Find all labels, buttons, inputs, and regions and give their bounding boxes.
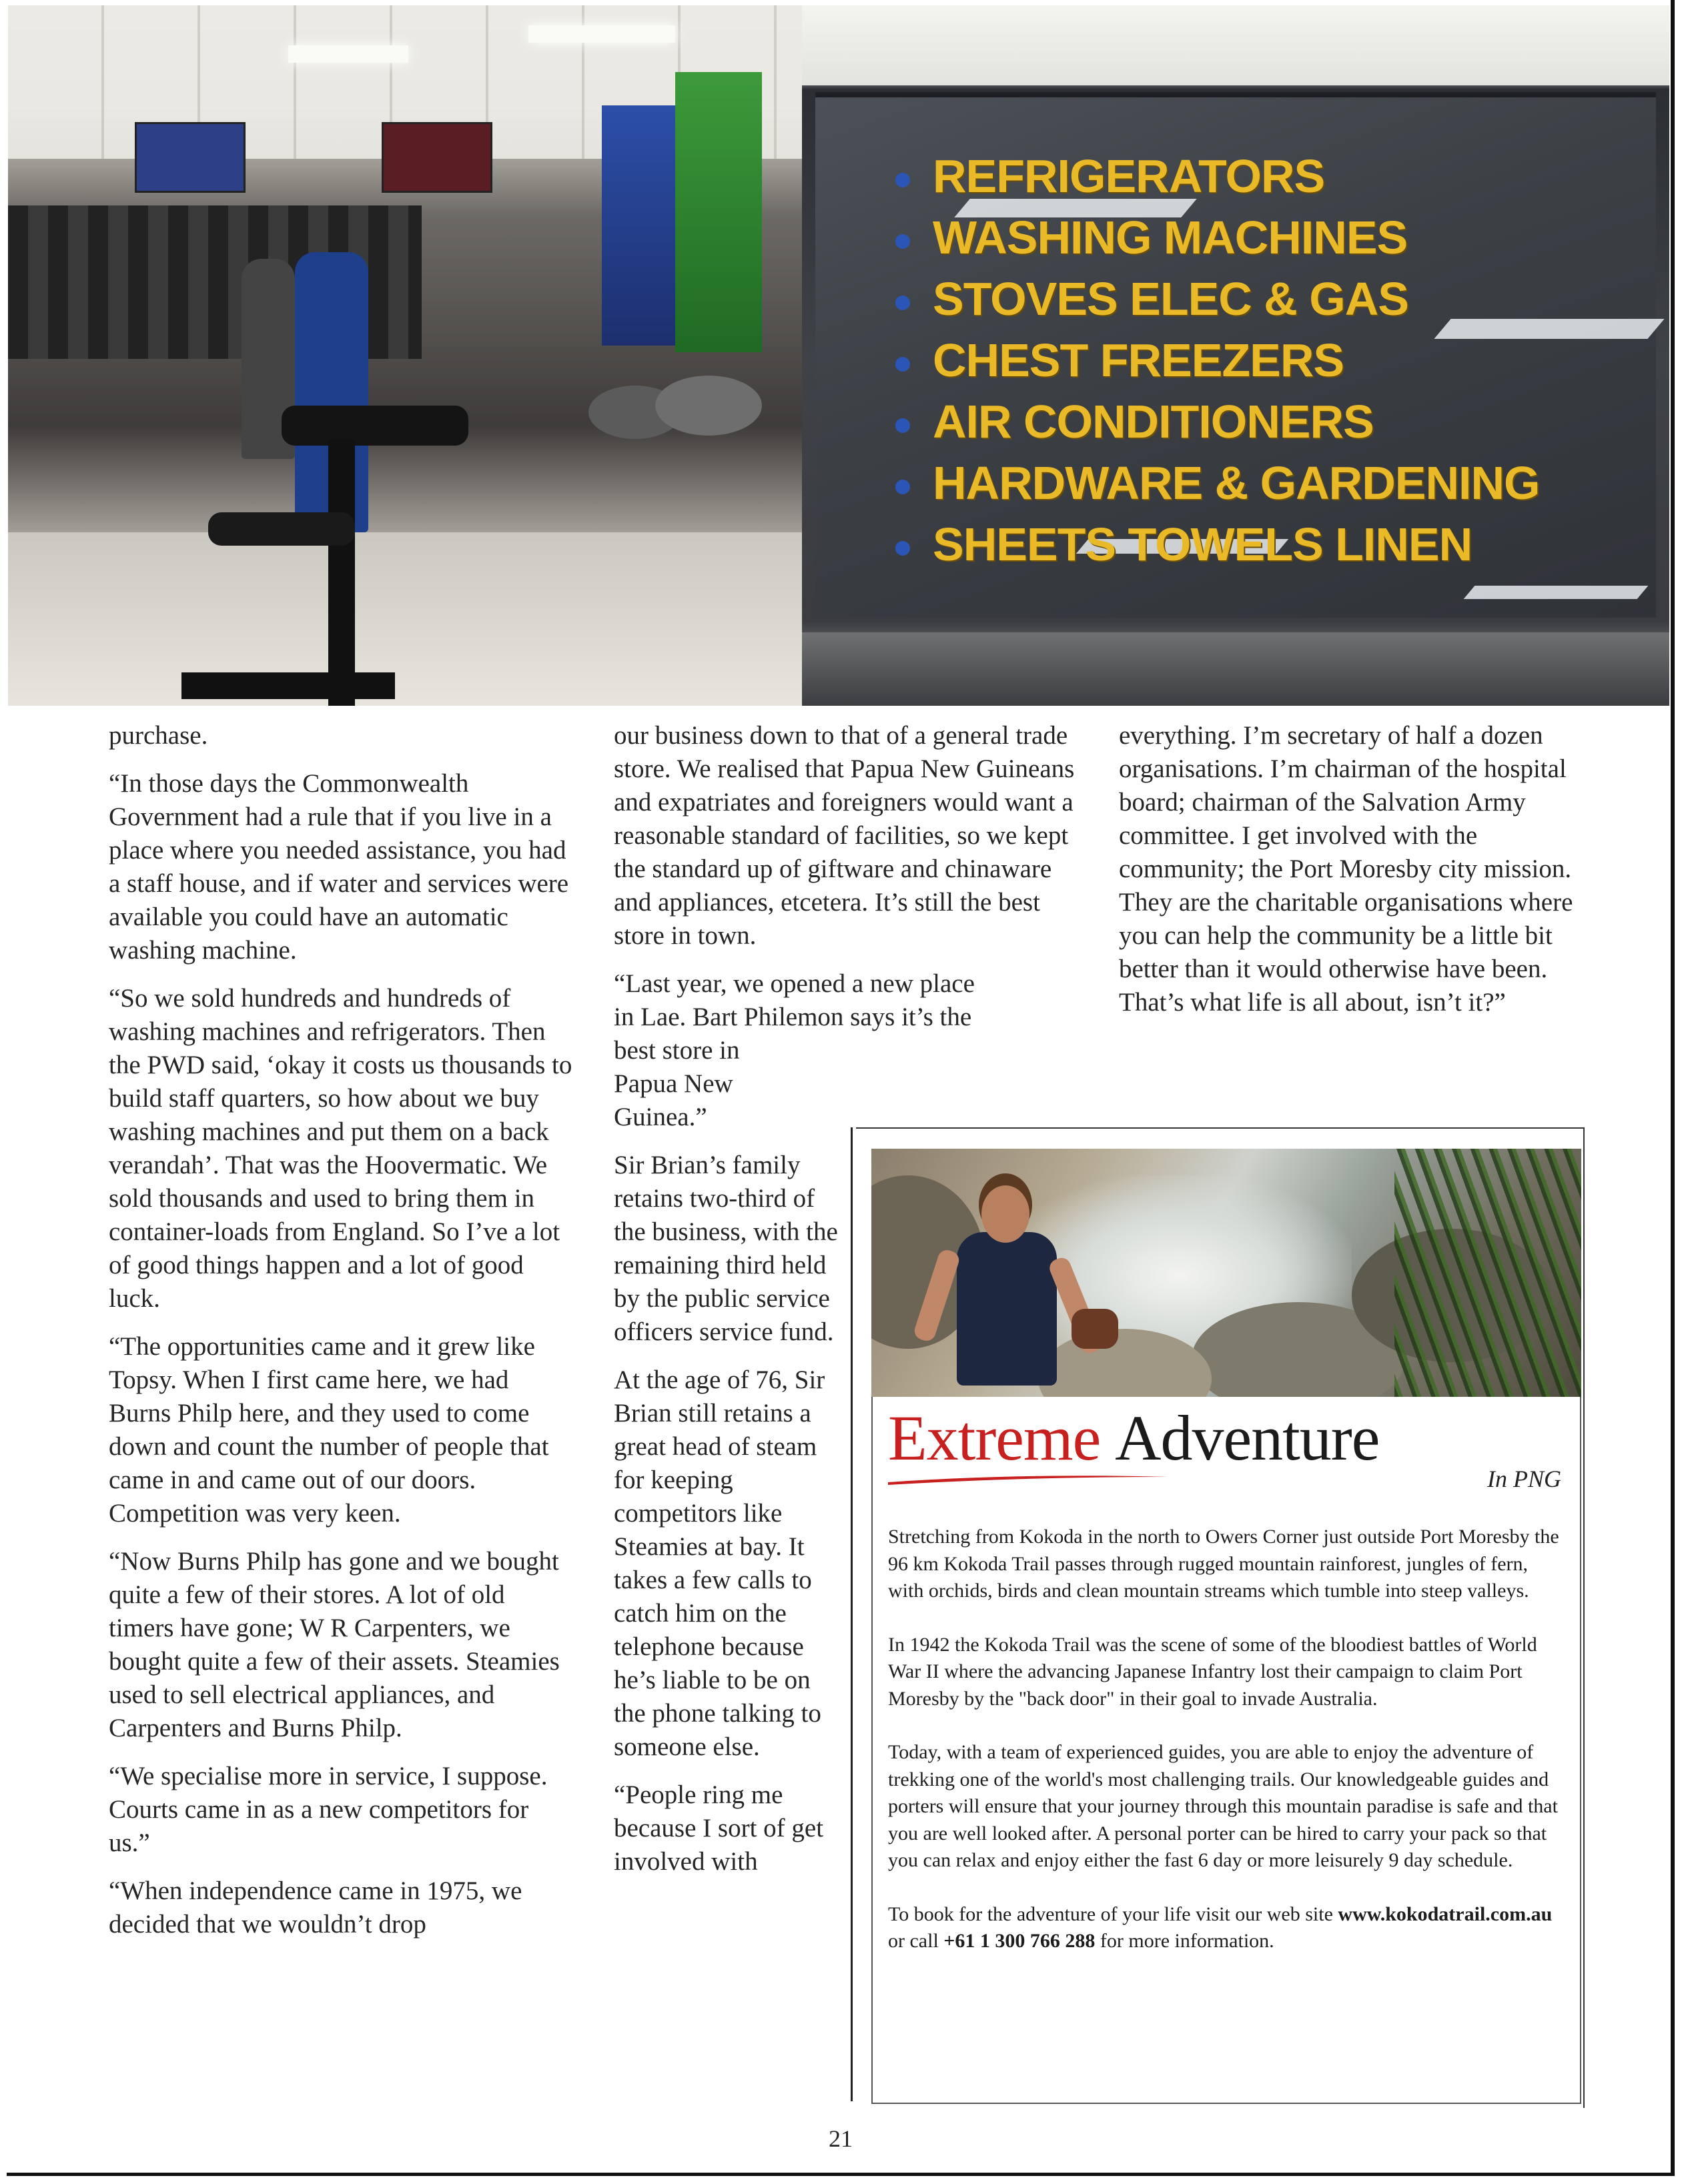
paragraph: “When independence came in 1975, we decided that we wouldn’t drop xyxy=(109,1876,522,1939)
paragraph: “So we sold hundreds and hundreds of washing machines and refrigerators. Then the PWD said, ‘okay it costs us thousands to build staff quarters, so how about we buy washing machines and put them on a back verandah’. That was the Hoovermatic. We sold thousands and used to bring them in container-loads from England. So I’ve a lot of good things happen and a lot of good luck. xyxy=(109,984,572,1313)
exercise-bike xyxy=(168,379,515,706)
boot-icon xyxy=(1072,1309,1118,1349)
raiders-banner xyxy=(675,72,762,352)
rugby-flag xyxy=(382,122,492,193)
store-interior-photo xyxy=(8,5,802,706)
bullet-icon xyxy=(895,357,910,372)
sign-item: AIR CONDITIONERS xyxy=(895,391,1539,452)
column-divider xyxy=(851,1127,853,2101)
ad-title-adventure: Adventure xyxy=(1115,1402,1380,1474)
ad-booking xyxy=(888,1901,1562,1955)
sign-item: REFRIGERATORS xyxy=(895,145,1539,207)
text-line: Papua New xyxy=(614,1069,733,1098)
fern-foliage xyxy=(1394,1149,1581,1397)
paragraph: everything. I’m secretary of half a dozen organisations. I’m chairman of the hospital board; chairman of the Salvation Army committee. I get involved with the community; the Port Moresby city mission. They are the charitable organisations where you can help the community be a little bit better than it would otherwise have been. That’s what life is all about, isn’t it?” xyxy=(1119,721,1573,1017)
bullet-icon xyxy=(895,173,910,187)
sign-item: HARDWARE & GARDENING xyxy=(895,452,1539,514)
paragraph: “The opportunities came and it grew like Topsy. When I first came here, we had Burns Philp here, and they used to come down and count the number of people that came in and came out of our doors. Competition was very keen. xyxy=(109,1332,549,1528)
booking-text: or call xyxy=(888,1930,939,1952)
paragraph: our business down to that of a general trade store. We realised that Papua New Guineans and expatriates and foreigners would want a reasonable standard of facilities, so we kept the standard up of giftware and chinaware and appliances, etcetera. It’s still the best store in town. xyxy=(614,721,1075,950)
text-line: Guinea.” xyxy=(614,1103,707,1131)
paragraph: purchase. xyxy=(109,721,208,750)
website-link[interactable]: www.kokodatrail.com.au xyxy=(1338,1902,1553,1925)
ad-paragraph: Today, with a team of experienced guides, you are able to enjoy the adventure of trekking one of the world's most challenging trails. Our knowledgeable guides and porters will ensure that your journey through this mountain paradise is safe and that you are well looked after. A personal porter can be hired to carry your pack so that you can relax and enjoy either the fast 6 day or more leisurely 9 day schedule. xyxy=(888,1741,1558,1871)
ad-paragraph: Stretching from Kokoda in the north to Owers Corner just outside Port Moresby the 96 km Kokoda Trail passes through rugged mountain rainforest, jungles of fern, with orchids, birds and clean mountain streams which tumble into steep valleys. xyxy=(888,1526,1559,1602)
sign-item: STOVES ELEC & GAS xyxy=(895,268,1539,330)
bbq-grill xyxy=(568,366,769,486)
knights-banner xyxy=(602,105,675,346)
paragraph: “We specialise more in service, I suppose. Courts came in as a new competitors for us.” xyxy=(109,1762,548,1857)
swoosh-icon xyxy=(888,1473,1168,1485)
glass-reflection xyxy=(1464,586,1649,599)
article-column-3 xyxy=(1119,719,1586,1034)
ad-paragraph: In 1942 the Kokoda Trail was the scene of some of the bloodiest battles of World War II where the advancing Japanese Infantry lost their campaign to claim Port Moresby by the "back door" in their goal to invade Australia. xyxy=(888,1633,1537,1710)
sign-item: CHEST FREEZERS xyxy=(895,330,1539,391)
text-line: in Lae. Bart Philemon says it’s the xyxy=(614,1003,972,1031)
sign-list xyxy=(895,145,1539,575)
sign-item: WASHING MACHINES xyxy=(895,207,1539,268)
ad-body xyxy=(888,1524,1562,1982)
article-column-1 xyxy=(109,719,576,1956)
bullet-icon xyxy=(895,480,910,494)
bullet-icon xyxy=(895,418,910,433)
paragraph: “People ring me because I sort of get involved with xyxy=(614,1780,824,1876)
ad-subtitle: In PNG xyxy=(1487,1466,1561,1492)
paragraph: “In those days the Commonwealth Government had a rule that if you live in a place where you needed assistance, you had a staff house, and if water and services were available you could have an automatic washing machine. xyxy=(109,769,569,965)
paragraph: “Now Burns Philp has gone and we bought quite a few of their stores. A lot of old timers have gone; W R Carpenters, we bought quite a few of their assets. Steamies used to sell electrical appliances, and Carpenters and Burns Philp. xyxy=(109,1547,560,1742)
ceiling-light xyxy=(288,45,408,63)
text-line: “Last year, we opened a new place xyxy=(614,969,975,998)
bullet-icon xyxy=(895,296,910,310)
hiker xyxy=(957,1232,1057,1386)
ad-title xyxy=(888,1401,1562,1474)
store-sign-photo xyxy=(802,5,1669,706)
ceiling-light xyxy=(528,25,675,43)
bullet-icon xyxy=(895,234,910,249)
bullet-icon xyxy=(895,541,910,556)
booking-text: for more information. xyxy=(1100,1930,1274,1952)
sign-wall xyxy=(802,5,1669,85)
window-sill xyxy=(802,632,1669,706)
page-number: 21 xyxy=(829,2125,853,2152)
hiker-head xyxy=(981,1185,1029,1243)
booking-text: To book for the adventure of your life visit our web site xyxy=(888,1902,1333,1925)
phone-number: +61 1 300 766 288 xyxy=(943,1930,1096,1952)
sign-item: SHEETS TOWELS LINEN xyxy=(895,514,1539,575)
text-line: best store in xyxy=(614,1036,740,1065)
paragraph xyxy=(614,967,1081,1134)
ad-title-extreme: Extreme xyxy=(888,1402,1101,1474)
hiker-photo xyxy=(871,1149,1581,1397)
rugby-flag xyxy=(135,122,246,193)
paragraph: Sir Brian’s family retains two-third of the business, with the remaining third held by the public service officers service fund. xyxy=(614,1151,838,1346)
paragraph: At the age of 76, Sir Brian still retains a great head of steam for keeping competitors like Steamies at bay. It takes a few calls to catch him on the telephone because he’s liable to be on the phone talking to someone else. xyxy=(614,1366,825,1761)
